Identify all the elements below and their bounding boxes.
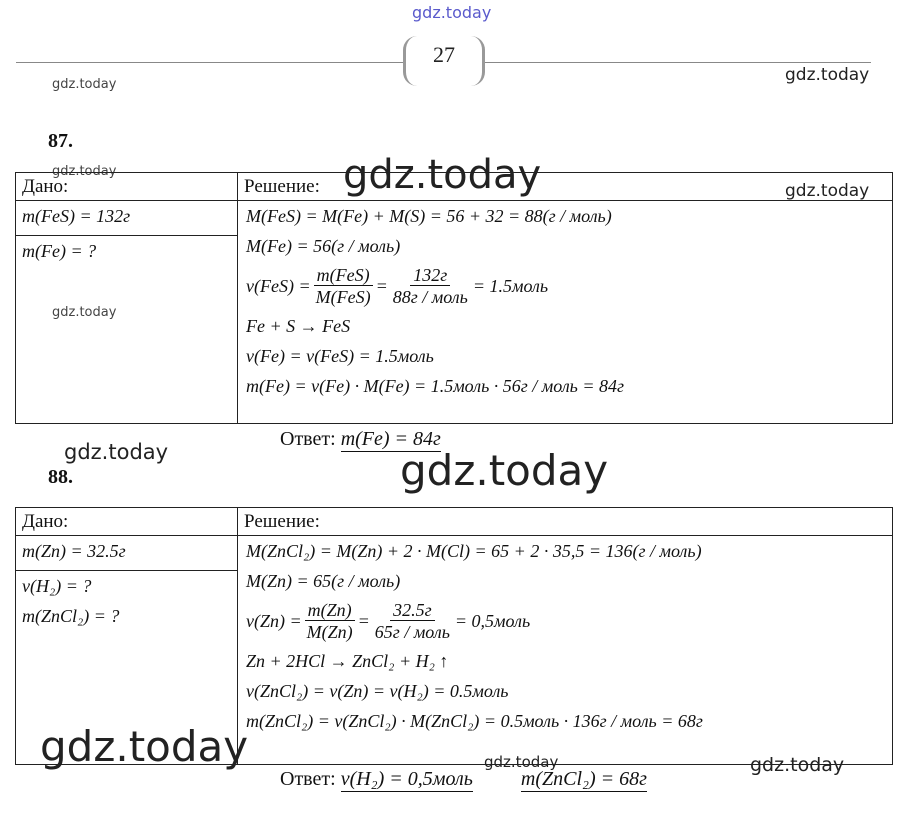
watermark-big: gdz.today bbox=[40, 722, 249, 771]
solution-line: M(ZnCl₂) = M(Zn) + 2 · M(Cl) = 65 + 2 · 35,5 = 136(г / моль) bbox=[246, 541, 702, 561]
given-unknown: m(ZnCl₂) = ? bbox=[22, 606, 120, 626]
answer-value: ν(H₂) = 0,5моль bbox=[340, 768, 473, 790]
solution-line: M(Fe) = 56(г / моль) bbox=[246, 236, 401, 256]
solution-line: M(Zn) = 65(г / моль) bbox=[246, 571, 401, 591]
solution-table-87 bbox=[15, 172, 893, 424]
denominator: M(Zn) bbox=[306, 621, 353, 642]
numerator: 132г bbox=[410, 265, 450, 286]
given-mass: m(Zn) = 32.5г bbox=[16, 536, 237, 571]
reaction-equation: Fe + S → FeS bbox=[246, 316, 351, 336]
given-header: Дано: bbox=[16, 508, 238, 536]
fraction-equation bbox=[246, 596, 884, 646]
fraction bbox=[304, 600, 356, 643]
fraction bbox=[372, 600, 453, 643]
solution-header: Решение: bbox=[238, 173, 893, 201]
solution-line: ν(Fe) = ν(FeS) = 1.5моль bbox=[246, 346, 434, 366]
numerator: m(Zn) bbox=[305, 600, 355, 621]
eq-lhs: ν(Zn) = bbox=[246, 611, 302, 631]
fraction bbox=[313, 265, 374, 308]
watermark-mid: gdz.today bbox=[785, 181, 870, 201]
problem-number: 87. bbox=[48, 130, 73, 152]
answer-value: m(Fe) = 84г bbox=[340, 428, 441, 450]
fraction bbox=[390, 265, 471, 308]
solution-line: m(Fe) = ν(Fe) · M(Fe) = 1.5моль · 56г / моль = 84г bbox=[246, 376, 625, 396]
denominator: M(FeS) bbox=[315, 286, 371, 307]
given-mass: m(FeS) = 132г bbox=[16, 201, 237, 236]
given-header: Дано: bbox=[16, 173, 238, 201]
eq-sign: = bbox=[357, 611, 370, 631]
watermark-mid: gdz.today bbox=[785, 65, 870, 85]
answer-label: Ответ: bbox=[280, 428, 336, 450]
given-cell bbox=[16, 201, 238, 424]
solution-cell bbox=[238, 201, 893, 424]
denominator: 88г / моль bbox=[392, 286, 468, 307]
watermark-small: gdz.today bbox=[52, 305, 117, 320]
reaction-equation: Zn + 2HCl → ZnCl₂ + H₂ ↑ bbox=[246, 651, 449, 671]
solution-line: ν(ZnCl₂) = ν(Zn) = ν(H₂) = 0.5моль bbox=[246, 681, 509, 701]
solution-cell bbox=[238, 536, 893, 765]
answer-value-2: m(ZnCl₂) = 68г bbox=[520, 768, 647, 790]
header-rule-left bbox=[16, 62, 403, 63]
page-number: 27 bbox=[433, 42, 455, 67]
solution-line: m(ZnCl₂) = ν(ZnCl₂) · M(ZnCl₂) = 0.5моль · 136г / моль = 68г bbox=[246, 711, 703, 731]
watermark-small: gdz.today bbox=[52, 164, 117, 179]
watermark-big: gdz.today bbox=[400, 446, 609, 495]
answer-label: Ответ: bbox=[280, 768, 336, 790]
denominator: 65г / моль bbox=[374, 621, 450, 642]
watermark-big: gdz.today bbox=[343, 152, 542, 198]
watermark-small: gdz.today bbox=[484, 753, 559, 771]
watermark-mid: gdz.today bbox=[64, 440, 169, 464]
header-rule-right bbox=[485, 62, 871, 63]
watermark-mid: gdz.today bbox=[750, 754, 845, 776]
problem-number: 88. bbox=[48, 466, 73, 488]
eq-rhs: = 1.5моль bbox=[472, 276, 549, 296]
numerator: m(FeS) bbox=[314, 265, 373, 286]
watermark-small: gdz.today bbox=[52, 77, 117, 92]
eq-lhs: ν(FeS) = bbox=[246, 276, 311, 296]
watermark-top: gdz.today bbox=[412, 3, 492, 22]
eq-sign: = bbox=[375, 276, 388, 296]
solution-line: M(FeS) = M(Fe) + M(S) = 56 + 32 = 88(г / моль) bbox=[246, 206, 612, 226]
fraction-equation bbox=[246, 261, 884, 311]
eq-rhs: = 0,5моль bbox=[454, 611, 531, 631]
given-unknown: ν(H₂) = ? bbox=[22, 576, 92, 596]
answer bbox=[280, 768, 647, 791]
given-unknown: m(Fe) = ? bbox=[22, 241, 97, 261]
solution-header: Решение: bbox=[238, 508, 893, 536]
numerator: 32.5г bbox=[390, 600, 435, 621]
